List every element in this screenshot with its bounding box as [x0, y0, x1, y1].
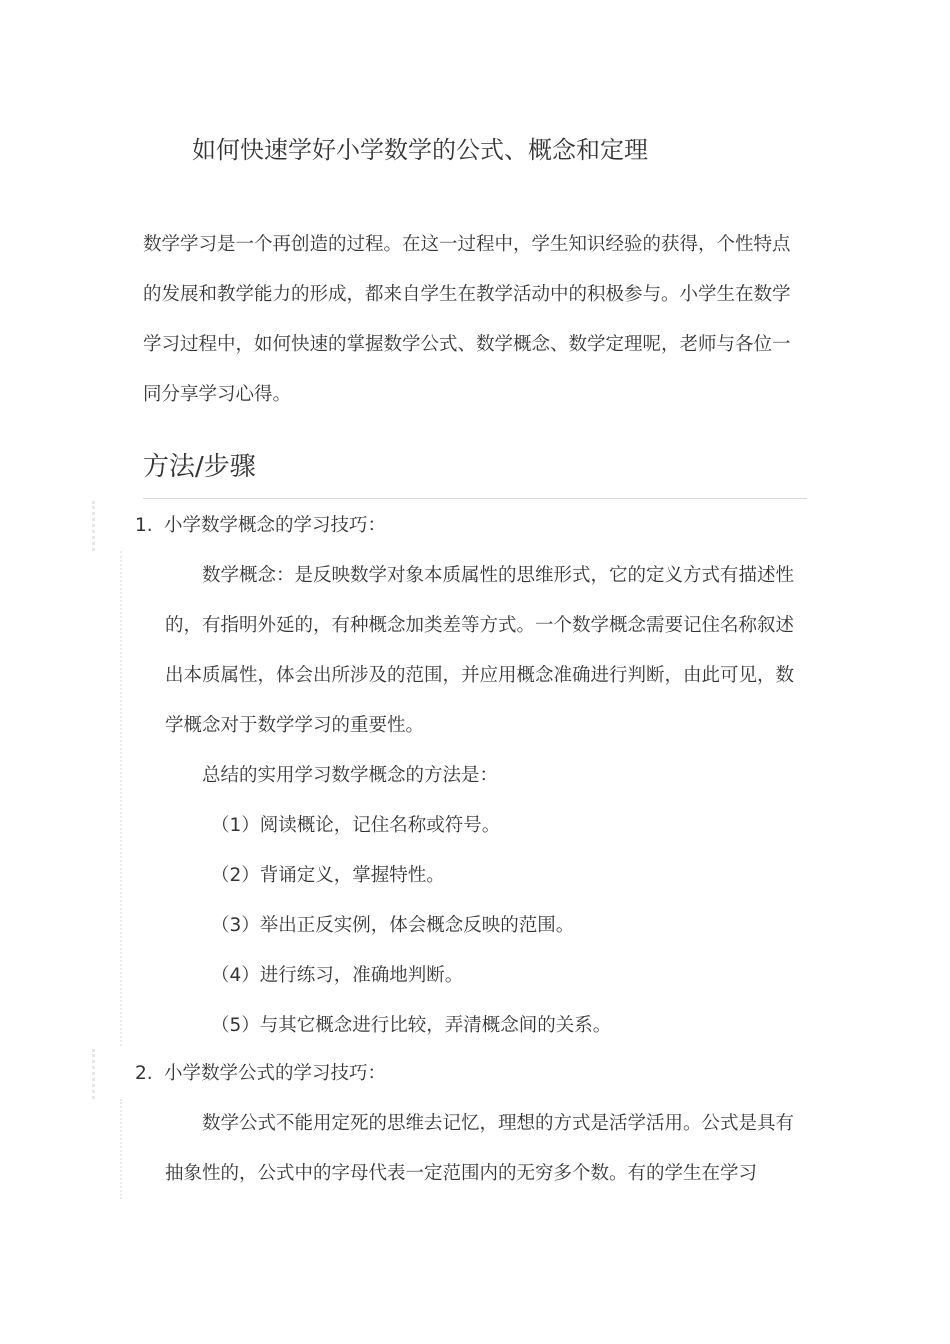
section-divider	[143, 498, 807, 499]
step-1-list-item: （4）进行练习，准确地判断。	[211, 965, 464, 986]
step-1-number: 1.	[135, 515, 153, 536]
section-heading: 方法/步骤	[143, 452, 256, 482]
step-1-marker	[92, 501, 95, 551]
step-2-body	[165, 1099, 807, 1199]
step-1-paragraph: 数学概念：是反映数学对象本质属性的思维形式，它的定义方式有描述性的，有指明外延的，有种概念加类差等方式。一个数学概念需要记住名称叙述出本质属性，体会出所涉及的范围，并应用概念准确进行判断，由此可见，数学概念对于数学学习的重要性。	[165, 565, 795, 736]
step-1-summary: 总结的实用学习数学概念的方法是：	[202, 765, 499, 786]
step-1-list-item: （2）背诵定义，掌握特性。	[211, 865, 445, 886]
document-title: 如何快速学好小学数学的公式、概念和定理	[192, 136, 648, 164]
step-1-title-text: 小学数学概念的学习技巧：	[164, 515, 387, 536]
step-1-list-item: （3）举出正反实例，体会概念反映的范围。	[211, 915, 575, 936]
intro-paragraph: 数学学习是一个再创造的过程。在这一过程中，学生知识经验的获得，个性特点的发展和教学能力的形成，都来自学生在教学活动中的积极参与。小学生在数学学习过程中，如何快速的掌握数学公式、数学概念、数学定理呢，老师与各位一同分享学习心得。	[143, 234, 791, 405]
step-1-list-item: （1）阅读概论，记住名称或符号。	[211, 815, 501, 836]
step-2-title	[135, 1049, 386, 1099]
step-1-list-item: （5）与其它概念进行比较，弄清概念间的关系。	[211, 1015, 612, 1036]
step-2-number: 2.	[135, 1063, 153, 1084]
step-2-marker	[92, 1049, 95, 1099]
step-2-title-text: 小学数学公式的学习技巧：	[164, 1063, 387, 1084]
step-1-title	[135, 501, 386, 551]
step-1-body	[165, 551, 807, 1051]
step-1-body-marker	[120, 551, 122, 1046]
step-2-paragraph: 数学公式不能用定死的思维去记忆，理想的方式是活学活用。公式是具有抽象性的，公式中的字母代表一定范围内的无穷多个数。有的学生在学习	[165, 1113, 795, 1184]
step-2-body-marker	[120, 1099, 122, 1199]
